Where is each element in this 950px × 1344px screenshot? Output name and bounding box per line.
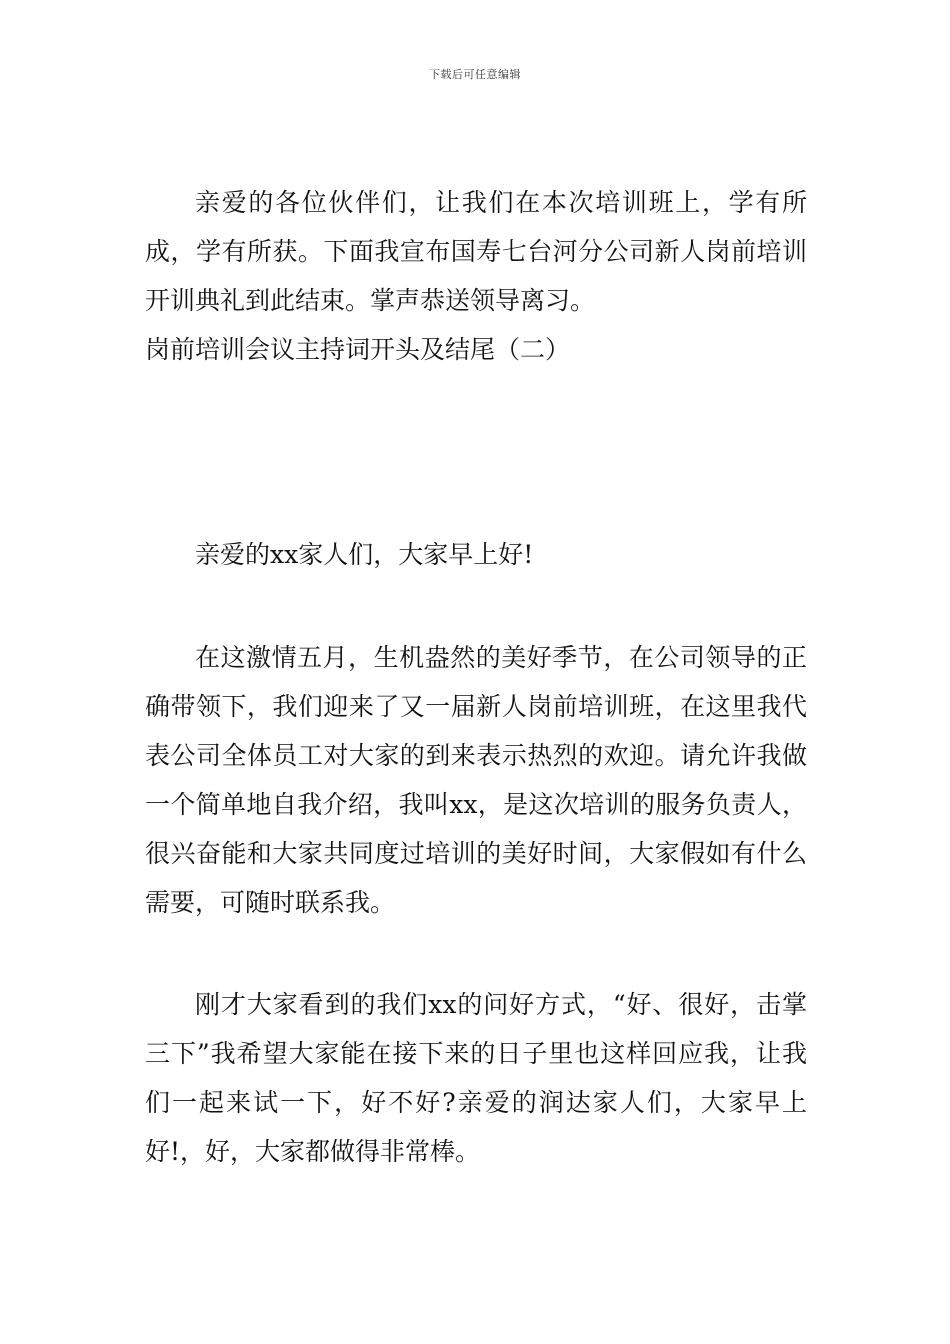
document-body <box>145 178 807 1176</box>
paragraph-closing-remarks: 亲爱的各位伙伴们，让我们在本次培训班上，学有所成，学有所获。下面我宣布国寿七台河分公司新人岗前培训开训典礼到此结束。掌声恭送领导离习。 <box>145 188 807 315</box>
paragraph-greeting: 亲爱的xx家人们，大家早上好! <box>195 540 534 569</box>
paragraph-greeting-practice: 刚才大家看到的我们xx的问好方式，“好、很好，击掌三下”我希望大家能在接下来的日子里也这样回应我，让我们一起来试一下，好不好?亲爱的润达家人们，大家早上好!，好，大家都做得非常棒。 <box>145 990 807 1166</box>
paragraph-welcome: 在这激情五月，生机盎然的美好季节，在公司领导的正确带领下，我们迎来了又一届新人岗前培训班，在这里我代表公司全体员工对大家的到来表示热烈的欢迎。请允许我做一个简单地自我介绍，我叫xx，是这次培训的服务负责人，很兴奋能和大家共同度过培训的美好时间，大家假如有什么需要，可随时联系我。 <box>145 643 807 917</box>
page-header-note: 下载后可任意编辑 <box>429 68 521 81</box>
section-title: 岗前培训会议主持词开头及结尾（二） <box>145 335 571 364</box>
